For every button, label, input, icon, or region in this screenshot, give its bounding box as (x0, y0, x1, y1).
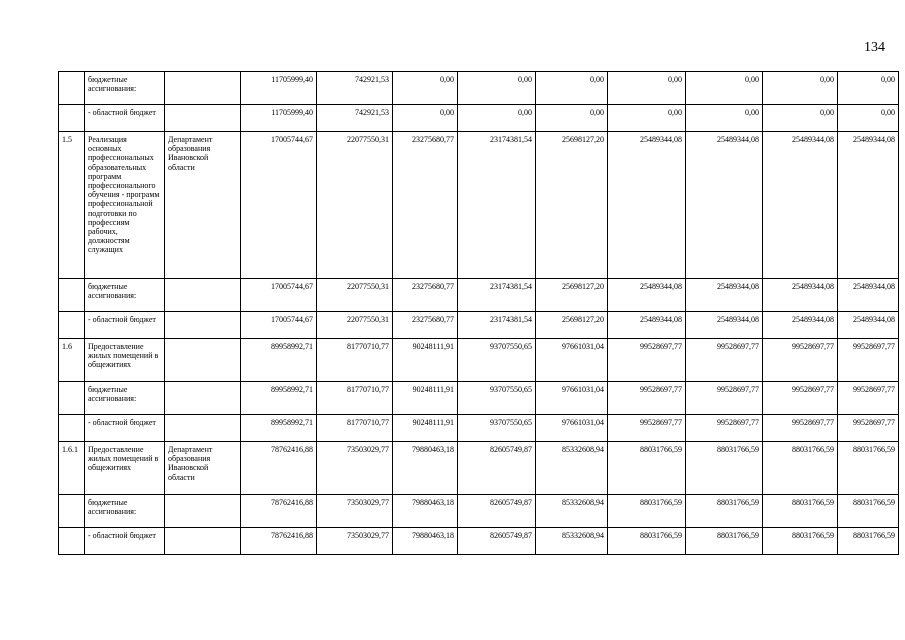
row-name: - областной бюджет (85, 105, 165, 132)
value-cell: 17005744,67 (241, 132, 317, 279)
row-executor (165, 72, 241, 105)
value-cell: 25489344,08 (686, 132, 763, 279)
value-cell: 93707550,65 (458, 339, 536, 382)
value-cell: 99528697,77 (686, 415, 763, 442)
value-cell: 88031766,59 (686, 528, 763, 555)
value-cell: 97661031,04 (536, 382, 608, 415)
row-executor (165, 415, 241, 442)
row-code (59, 495, 85, 528)
value-cell: 79880463,18 (393, 495, 458, 528)
value-cell: 23275680,77 (393, 279, 458, 312)
value-cell: 88031766,59 (608, 528, 686, 555)
value-cell: 0,00 (838, 105, 899, 132)
value-cell: 88031766,59 (838, 442, 899, 495)
value-cell: 88031766,59 (838, 495, 899, 528)
row-executor (165, 279, 241, 312)
row-code (59, 312, 85, 339)
value-cell: 90248111,91 (393, 339, 458, 382)
value-cell: 88031766,59 (686, 442, 763, 495)
value-cell: 25698127,20 (536, 279, 608, 312)
value-cell: 23174381,54 (458, 132, 536, 279)
value-cell: 85332608,94 (536, 528, 608, 555)
row-code: 1.5 (59, 132, 85, 279)
value-cell: 88031766,59 (686, 495, 763, 528)
value-cell: 88031766,59 (608, 495, 686, 528)
row-code (59, 279, 85, 312)
value-cell: 0,00 (536, 72, 608, 105)
value-cell: 0,00 (763, 105, 838, 132)
row-code (59, 105, 85, 132)
value-cell: 25489344,08 (686, 312, 763, 339)
value-cell: 97661031,04 (536, 339, 608, 382)
value-cell: 88031766,59 (838, 528, 899, 555)
value-cell: 99528697,77 (608, 339, 686, 382)
value-cell: 22077550,31 (317, 132, 393, 279)
table-body (59, 72, 899, 555)
value-cell: 79880463,18 (393, 442, 458, 495)
value-cell: 81770710,77 (317, 339, 393, 382)
table-row (59, 339, 899, 382)
value-cell: 79880463,18 (393, 528, 458, 555)
value-cell: 0,00 (458, 105, 536, 132)
value-cell: 17005744,67 (241, 279, 317, 312)
value-cell: 23174381,54 (458, 279, 536, 312)
value-cell: 0,00 (458, 72, 536, 105)
value-cell: 82605749,87 (458, 495, 536, 528)
value-cell: 23174381,54 (458, 312, 536, 339)
row-code: 1.6.1 (59, 442, 85, 495)
value-cell: 90248111,91 (393, 415, 458, 442)
value-cell: 88031766,59 (608, 442, 686, 495)
row-executor (165, 382, 241, 415)
value-cell: 25489344,08 (763, 312, 838, 339)
row-executor (165, 495, 241, 528)
table-row (59, 72, 899, 105)
row-executor (165, 105, 241, 132)
value-cell: 88031766,59 (763, 528, 838, 555)
value-cell: 25489344,08 (838, 312, 899, 339)
value-cell: 99528697,77 (608, 415, 686, 442)
value-cell: 99528697,77 (608, 382, 686, 415)
table-row (59, 528, 899, 555)
value-cell: 97661031,04 (536, 415, 608, 442)
row-name: бюджетные ассигнования: (85, 72, 165, 105)
row-name: Реализация основных профессиональных образовательных программ профессионального обучения - программ профессиональной подготовки по профессиям рабочих, должностям служащих (85, 132, 165, 279)
value-cell: 17005744,67 (241, 312, 317, 339)
value-cell: 88031766,59 (763, 442, 838, 495)
row-code (59, 72, 85, 105)
value-cell: 90248111,91 (393, 382, 458, 415)
value-cell: 25489344,08 (608, 279, 686, 312)
value-cell: 22077550,31 (317, 312, 393, 339)
row-executor (165, 312, 241, 339)
value-cell: 85332608,94 (536, 495, 608, 528)
value-cell: 88031766,59 (763, 495, 838, 528)
value-cell: 78762416,88 (241, 528, 317, 555)
value-cell: 25489344,08 (838, 279, 899, 312)
row-executor: Департамент образования Ивановской области (165, 442, 241, 495)
value-cell: 25489344,08 (686, 279, 763, 312)
value-cell: 81770710,77 (317, 415, 393, 442)
row-code: 1.6 (59, 339, 85, 382)
row-name: - областной бюджет (85, 312, 165, 339)
page-number: 134 (864, 40, 885, 55)
value-cell: 742921,53 (317, 72, 393, 105)
row-name: бюджетные ассигнования: (85, 495, 165, 528)
table-row (59, 312, 899, 339)
value-cell: 99528697,77 (763, 339, 838, 382)
value-cell: 99528697,77 (686, 382, 763, 415)
value-cell: 99528697,77 (686, 339, 763, 382)
row-executor: Департамент образования Ивановской области (165, 132, 241, 279)
row-name: Предоставление жилых помещений в общежитиях (85, 442, 165, 495)
value-cell: 78762416,88 (241, 495, 317, 528)
value-cell: 89958992,71 (241, 339, 317, 382)
budget-table (58, 71, 899, 555)
value-cell: 25489344,08 (608, 132, 686, 279)
value-cell: 73503029,77 (317, 442, 393, 495)
value-cell: 99528697,77 (763, 415, 838, 442)
value-cell: 742921,53 (317, 105, 393, 132)
value-cell: 99528697,77 (838, 339, 899, 382)
value-cell: 73503029,77 (317, 495, 393, 528)
row-code (59, 382, 85, 415)
value-cell: 89958992,71 (241, 382, 317, 415)
value-cell: 0,00 (608, 105, 686, 132)
value-cell: 93707550,65 (458, 415, 536, 442)
value-cell: 0,00 (608, 72, 686, 105)
value-cell: 11705999,40 (241, 105, 317, 132)
row-name: бюджетные ассигнования: (85, 279, 165, 312)
value-cell: 11705999,40 (241, 72, 317, 105)
value-cell: 0,00 (686, 72, 763, 105)
value-cell: 82605749,87 (458, 442, 536, 495)
row-name: Предоставление жилых помещений в общежитиях (85, 339, 165, 382)
table-row (59, 382, 899, 415)
table-row (59, 442, 899, 495)
row-executor (165, 528, 241, 555)
value-cell: 0,00 (686, 105, 763, 132)
value-cell: 99528697,77 (838, 415, 899, 442)
value-cell: 81770710,77 (317, 382, 393, 415)
value-cell: 25698127,20 (536, 132, 608, 279)
row-name: бюджетные ассигнования: (85, 382, 165, 415)
value-cell: 0,00 (393, 105, 458, 132)
table-row (59, 415, 899, 442)
table-row (59, 132, 899, 279)
value-cell: 89958992,71 (241, 415, 317, 442)
table-row (59, 495, 899, 528)
row-name: - областной бюджет (85, 415, 165, 442)
row-executor (165, 339, 241, 382)
value-cell: 23275680,77 (393, 132, 458, 279)
value-cell: 99528697,77 (838, 382, 899, 415)
value-cell: 25489344,08 (763, 132, 838, 279)
value-cell: 25489344,08 (608, 312, 686, 339)
value-cell: 0,00 (393, 72, 458, 105)
row-code (59, 415, 85, 442)
value-cell: 93707550,65 (458, 382, 536, 415)
value-cell: 82605749,87 (458, 528, 536, 555)
value-cell: 73503029,77 (317, 528, 393, 555)
value-cell: 99528697,77 (763, 382, 838, 415)
value-cell: 78762416,88 (241, 442, 317, 495)
value-cell: 22077550,31 (317, 279, 393, 312)
value-cell: 0,00 (763, 72, 838, 105)
value-cell: 0,00 (838, 72, 899, 105)
value-cell: 23275680,77 (393, 312, 458, 339)
value-cell: 25489344,08 (763, 279, 838, 312)
value-cell: 25489344,08 (838, 132, 899, 279)
row-name: - областной бюджет (85, 528, 165, 555)
row-code (59, 528, 85, 555)
value-cell: 25698127,20 (536, 312, 608, 339)
value-cell: 0,00 (536, 105, 608, 132)
value-cell: 85332608,94 (536, 442, 608, 495)
table-row (59, 105, 899, 132)
table-row (59, 279, 899, 312)
